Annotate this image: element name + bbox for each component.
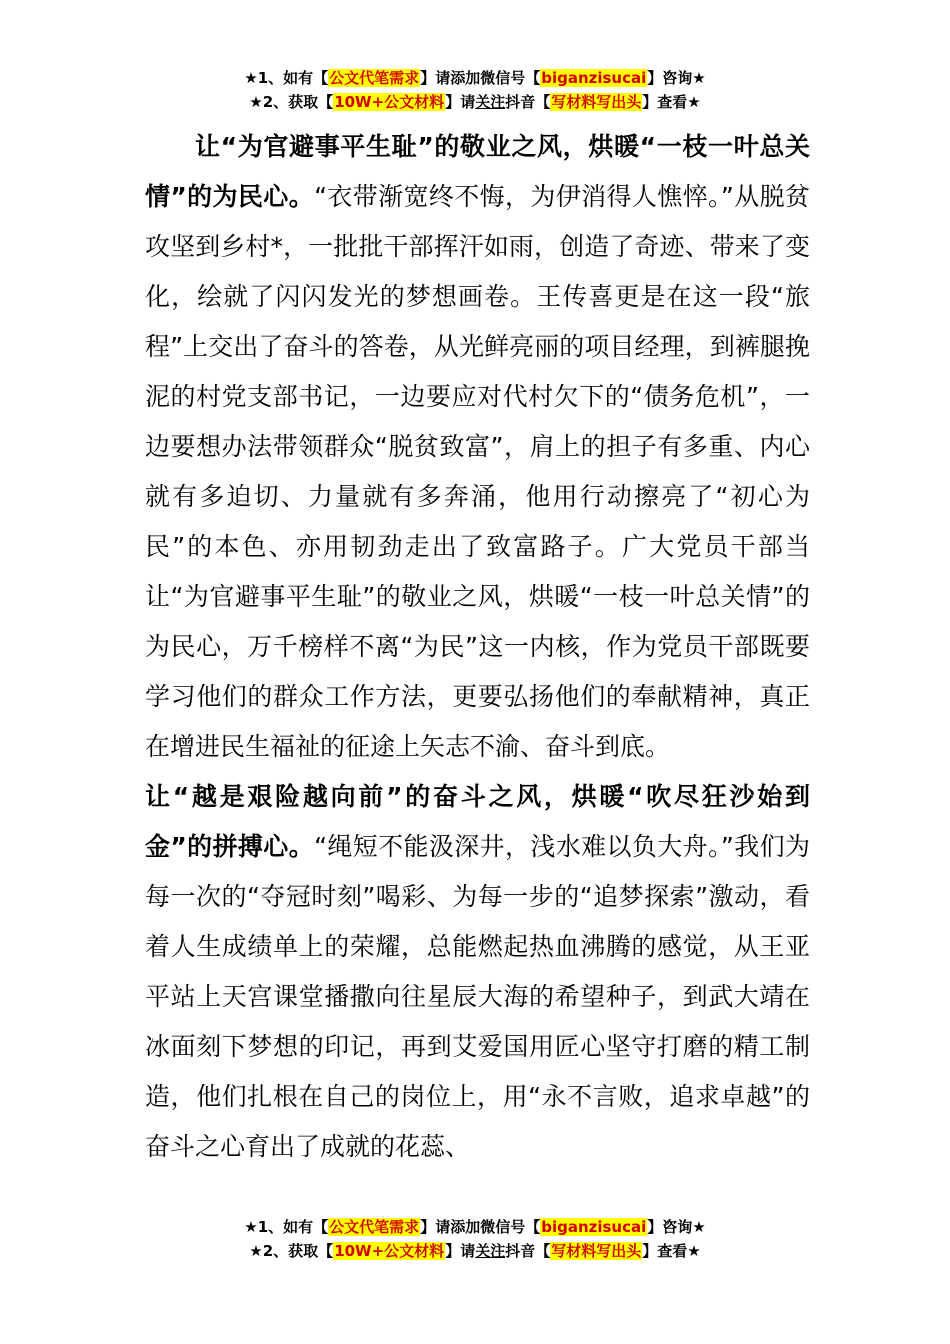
highlight-ghostwriting: 公文代笔需求 — [329, 1218, 420, 1236]
paragraph-lead: 让“越是艰险越向前”的奋斗之风，烘暖“吹尽狂沙始到金”的拼搏心。 — [145, 782, 810, 861]
footer-banner-line-2: ★2、获取【10W+公文材料】请关注抖音【写材料写出头】查看★ — [249, 1242, 701, 1260]
footer-banner-line-1: ★1、如有【公文代笔需求】请添加微信号【biganzisucai】咨询★ — [244, 1218, 706, 1236]
header-banner-line-1: ★1、如有【公文代笔需求】请添加微信号【biganzisucai】咨询★ — [244, 69, 706, 87]
highlight-ghostwriting: 公文代笔需求 — [329, 69, 420, 87]
paragraph-lead: 让“为官避事平生耻”的敬业之风，烘暖“一枝一叶总关情”的为民心。 — [145, 132, 810, 211]
follow-underlined-text: 关注 — [475, 1242, 506, 1260]
highlight-douyin-account: 写材料写出头 — [551, 93, 642, 111]
follow-underlined-text: 关注 — [475, 93, 506, 111]
paragraph-text: “衣带渐宽终不悔，为伊消得人憔悴。”从脱贫攻坚到乡村*，一批批干部挥汗如雨，创造了奇迹、带来了变化，绘就了闪闪发光的梦想画卷。王传喜更是在这一段“旅程”上交出了奋斗的答卷，从光鲜亮丽的项目经理，到裤腿挽泥的村党支部书记，一边要应对代村欠下的“债务危机”，一边要想办法带领群众“脱贫致富”，肩上的担子有多重、内心就有多迫切、力量就有多奔涌，他用行动擦亮了“初心为民”的本色、亦用韧劲走出了致富路子。广大党员干部当让“为官避事平生耻”的敬业之风，烘暖“一枝一叶总关情”的为民心，万千榜样不离“为民”这一内核，作为党员干部既要学习他们的群众工作方法，更要弘扬他们的奉献精神，真正在增进民生福祉的征途上矢志不渝、奋斗到底。 — [145, 182, 811, 761]
article-body — [145, 122, 810, 1172]
article-paragraph — [145, 772, 810, 1172]
header-banner — [0, 66, 950, 114]
highlight-wechat-id: biganzisucai — [541, 1218, 647, 1236]
paragraph-text: “绳短不能汲深井，浅水难以负大舟。”我们为每一次的“夺冠时刻”喝彩、为每一步的“追梦探索”激动，看着人生成绩单上的荣耀，总能燃起热血沸腾的感觉，从王亚平站上天宫课堂播撒向往星辰大海的希望种子，到武大靖在冰面刻下梦想的印记，再到艾爱国用匠心坚守打磨的精工制造，他们扎根在自己的岗位上，用“永不言败，追求卓越”的奋斗之心育出了成就的花蕊、 — [145, 832, 811, 1161]
highlight-douyin-account: 写材料写出头 — [551, 1242, 642, 1260]
highlight-materials: 10W+公文材料 — [334, 1242, 445, 1260]
article-paragraph — [145, 122, 810, 772]
highlight-wechat-id: biganzisucai — [541, 69, 647, 87]
header-banner-line-2: ★2、获取【10W+公文材料】请关注抖音【写材料写出头】查看★ — [249, 93, 701, 111]
footer-banner — [0, 1215, 950, 1263]
highlight-materials: 10W+公文材料 — [334, 93, 445, 111]
